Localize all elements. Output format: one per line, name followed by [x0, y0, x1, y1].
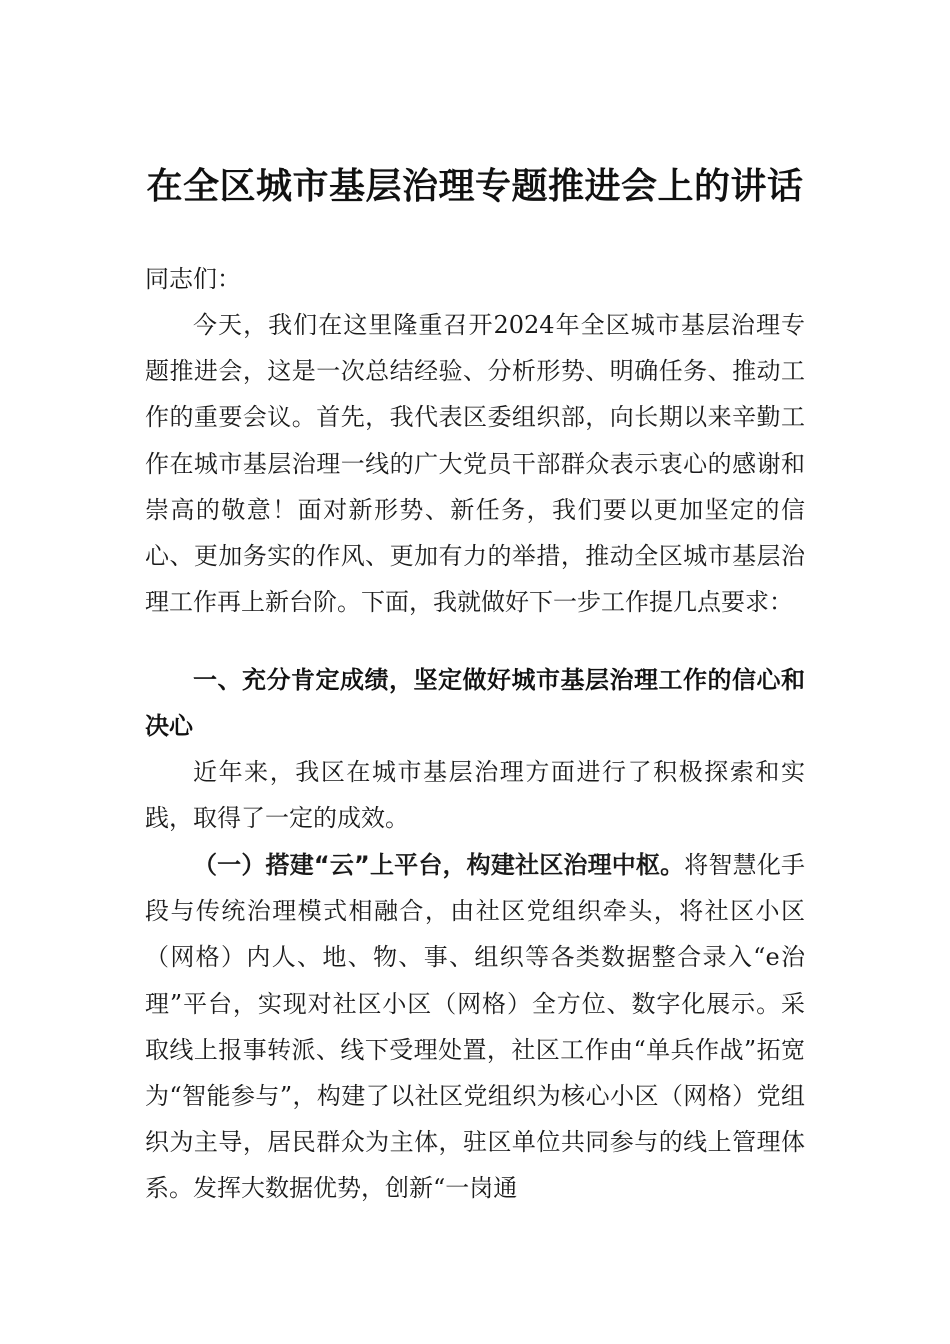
- section-intro-paragraph: 近年来，我区在城市基层治理方面进行了积极探索和实践，取得了一定的成效。: [145, 758, 805, 833]
- section-intro-block: [145, 749, 805, 841]
- item-paragraph: [145, 842, 805, 1212]
- salutation-text: 同志们：: [145, 265, 241, 293]
- intro-paragraph-block: [145, 302, 805, 625]
- salutation: [145, 256, 805, 302]
- section-heading: 一、充分肯定成绩，坚定做好城市基层治理工作的信心和决心: [145, 666, 805, 741]
- section-heading-block: [145, 657, 805, 749]
- intro-paragraph: 今天，我们在这里隆重召开2024年全区城市基层治理专题推进会，这是一次总结经验、分析形势、明确任务、推动工作的重要会议。首先，我代表区委组织部，向长期以来辛勤工作在城市基层治理一线的广大党员干部群众表示衷心的感谢和崇高的敬意！面对新形势、新任务，我们要以更加坚定的信心、更加务实的作风、更加有力的举措，推动全区城市基层治理工作再上新台阶。下面，我就做好下一步工作提几点要求：: [145, 311, 805, 617]
- item-lead: （一）搭建“云”上平台，构建社区治理中枢。: [193, 851, 685, 879]
- document-title: 在全区城市基层治理专题推进会上的讲话: [146, 165, 804, 207]
- item-body: 将智慧化手段与传统治理模式相融合，由社区党组织牵头，将社区小区（网格）内人、地、物、事、组织等各类数据整合录入“e治理”平台，实现对社区小区（网格）全方位、数字化展示。采取线上报事转派、线下受理处置，社区工作由“单兵作战”拓宽为“智能参与”，构建了以社区党组织为核心小区（网格）党组织为主导，居民群众为主体，驻区单位共同参与的线上管理体系。发挥大数据优势，创新“一岗通: [145, 851, 806, 1203]
- item-paragraph-block: [145, 842, 805, 1212]
